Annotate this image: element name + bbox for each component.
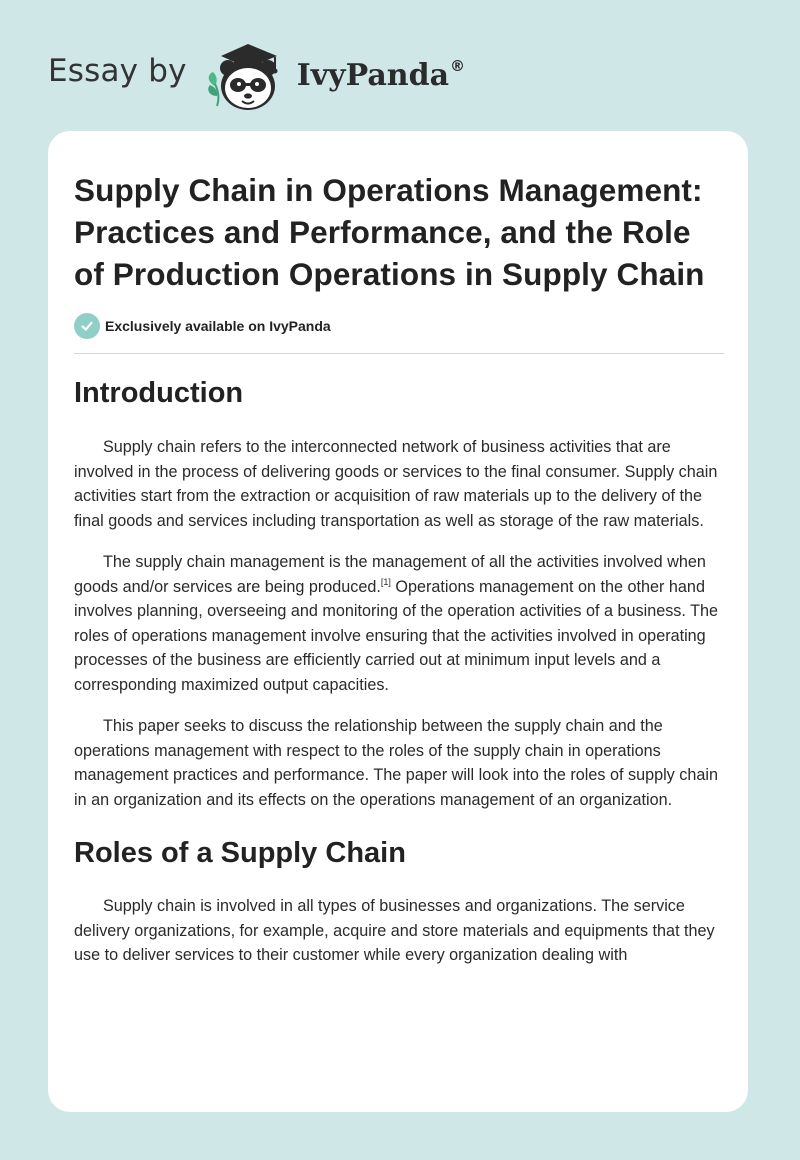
- citation-link[interactable]: [1]: [380, 576, 391, 587]
- exclusive-badge: [74, 311, 724, 341]
- check-circle-icon: [74, 313, 100, 339]
- article-body: [74, 169, 724, 968]
- graduate-panda-icon[interactable]: [201, 34, 293, 114]
- brand-prefix: Essay by: [48, 53, 187, 89]
- paragraph: Supply chain is involved in all types of businesses and organizations. The service delivery organizations, for example, acquire and store materials and equipments that they use to deliver services to their customer while every organization dealing with: [74, 897, 715, 964]
- section-heading-roles: Roles of a Supply Chain: [74, 837, 406, 869]
- brand-header: [48, 34, 465, 114]
- section-heading-introduction: Introduction: [74, 377, 244, 409]
- title-divider: [74, 353, 724, 354]
- paragraph: This paper seeks to discuss the relationship between the supply chain and the operations management with respect to the roles of the supply chain in operations management practices and performance. The paper will look into the roles of supply chain in an organization and its effects on the operations management of an organization.: [74, 717, 718, 809]
- exclusive-text: Exclusively available on IvyPanda: [105, 318, 331, 334]
- paragraph: The supply chain management is the management of all the activities involved when goods and/or services are being produced.[1] Operations management on the other hand involves planning, overseeing and monitoring of the operation activities of a business. The roles of operations management involve ensuring that the activities involved in operating processes of the business are efficiently carried out at minimum input levels and a corresponding maximized output capacities.: [74, 553, 718, 694]
- article-card: [48, 131, 748, 1112]
- brand-name[interactable]: IvyPanda®: [296, 57, 466, 93]
- paragraph: Supply chain refers to the interconnected network of business activities that are involved in the process of delivering goods or services to the final consumer. Supply chain activities start from the extraction or acquisition of raw materials up to the delivery of the final goods and services including transportation as well as storage of the raw materials.: [74, 438, 718, 530]
- article-title: Supply Chain in Operations Management: Practices and Performance, and the Role of Production Operations in Supply Chain: [74, 172, 705, 292]
